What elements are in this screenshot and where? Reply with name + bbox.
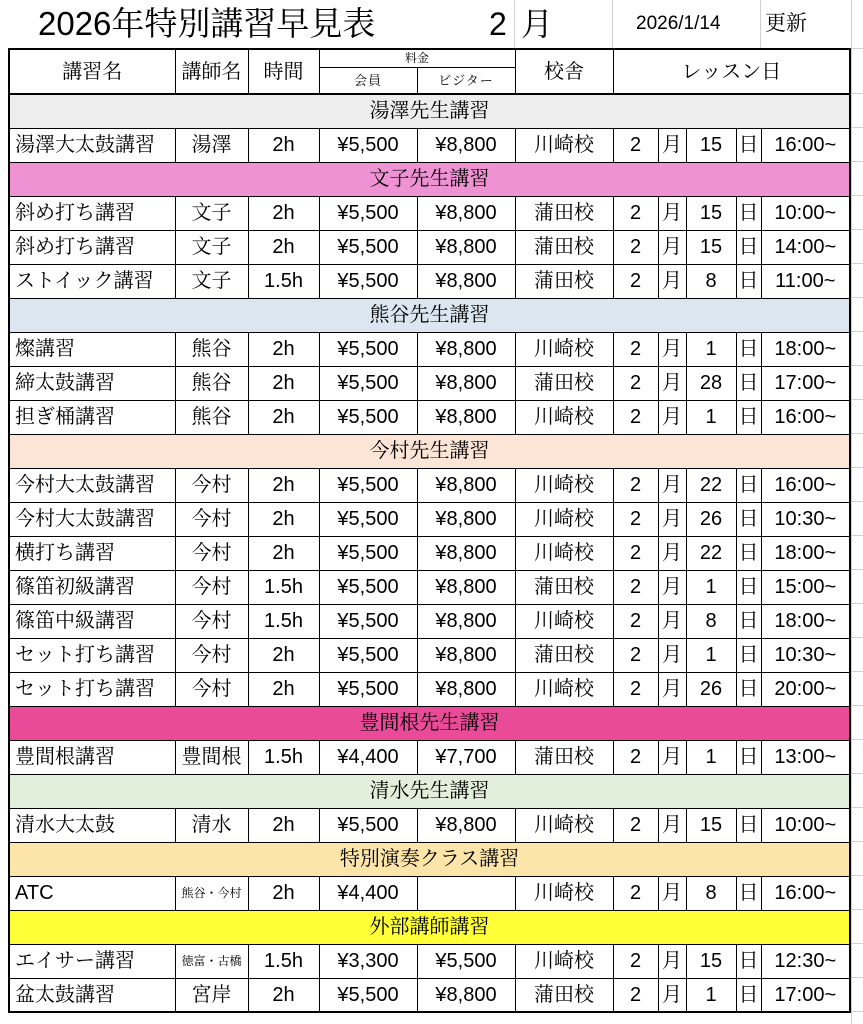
lesson-month-cell[interactable]: 2: [613, 944, 658, 978]
start-time-cell[interactable]: 13:00~: [761, 740, 850, 774]
duration-cell[interactable]: 1.5h: [248, 740, 319, 774]
header-duration[interactable]: 時間: [248, 49, 319, 94]
course-row: [9, 230, 850, 264]
course-name-cell[interactable]: ストイック講習: [9, 264, 175, 298]
duration-cell[interactable]: 2h: [248, 502, 319, 536]
member-fee-cell[interactable]: ¥5,500: [319, 400, 417, 434]
campus-cell[interactable]: 川崎校: [515, 876, 613, 910]
instructor-cell[interactable]: 湯澤: [175, 128, 248, 162]
lesson-day-cell[interactable]: 1: [686, 740, 736, 774]
member-fee-cell[interactable]: ¥4,400: [319, 740, 417, 774]
start-time-cell[interactable]: 16:00~: [761, 128, 850, 162]
instructor-cell[interactable]: 宮岸: [175, 978, 248, 1012]
visitor-fee-cell[interactable]: [417, 876, 515, 910]
member-fee-cell[interactable]: ¥5,500: [319, 638, 417, 672]
lesson-month-cell[interactable]: 2: [613, 264, 658, 298]
course-row: [9, 808, 850, 842]
instructor-cell[interactable]: 豊間根: [175, 740, 248, 774]
section-title[interactable]: 清水先生講習: [9, 774, 850, 808]
instructor-cell[interactable]: 今村: [175, 468, 248, 502]
member-fee-cell[interactable]: ¥5,500: [319, 536, 417, 570]
start-time-cell[interactable]: 16:00~: [761, 468, 850, 502]
lesson-month-cell[interactable]: 2: [613, 672, 658, 706]
start-time-cell[interactable]: 10:00~: [761, 196, 850, 230]
day-unit-cell[interactable]: 日: [736, 740, 761, 774]
duration-cell[interactable]: 1.5h: [248, 604, 319, 638]
month-unit-cell[interactable]: 月: [658, 264, 686, 298]
section-title[interactable]: 豊間根先生講習: [9, 706, 850, 740]
day-unit-cell[interactable]: 日: [736, 638, 761, 672]
header-row: [9, 49, 850, 67]
month-unit-cell[interactable]: 月: [658, 468, 686, 502]
month-unit-cell[interactable]: 月: [658, 876, 686, 910]
lesson-month-cell[interactable]: 2: [613, 196, 658, 230]
month-unit-cell[interactable]: 月: [658, 536, 686, 570]
start-time-cell[interactable]: 15:00~: [761, 570, 850, 604]
visitor-fee-cell[interactable]: ¥8,800: [417, 400, 515, 434]
duration-cell[interactable]: 2h: [248, 638, 319, 672]
course-name-cell[interactable]: 今村大太鼓講習: [9, 468, 175, 502]
visitor-fee-cell[interactable]: ¥8,800: [417, 638, 515, 672]
duration-cell[interactable]: 2h: [248, 128, 319, 162]
lesson-month-cell[interactable]: 2: [613, 536, 658, 570]
instructor-cell[interactable]: 清水: [175, 808, 248, 842]
day-unit-cell[interactable]: 日: [736, 604, 761, 638]
section-header-row: [9, 434, 850, 468]
course-name-cell[interactable]: 湯澤大太鼓講習: [9, 128, 175, 162]
duration-cell[interactable]: 2h: [248, 672, 319, 706]
lesson-day-cell[interactable]: 1: [686, 638, 736, 672]
start-time-cell[interactable]: 11:00~: [761, 264, 850, 298]
start-time-cell[interactable]: 17:00~: [761, 978, 850, 1012]
month-unit-cell[interactable]: 月: [658, 366, 686, 400]
course-name-cell[interactable]: セット打ち講習: [9, 638, 175, 672]
start-time-cell[interactable]: 10:30~: [761, 638, 850, 672]
course-row: [9, 128, 850, 162]
course-row: [9, 978, 850, 1012]
member-fee-cell[interactable]: ¥3,300: [319, 944, 417, 978]
campus-cell[interactable]: 蒲田校: [515, 638, 613, 672]
duration-cell[interactable]: 2h: [248, 366, 319, 400]
course-name-cell[interactable]: エイサー講習: [9, 944, 175, 978]
lesson-day-cell[interactable]: 15: [686, 808, 736, 842]
lesson-day-cell[interactable]: 26: [686, 502, 736, 536]
member-fee-cell[interactable]: ¥5,500: [319, 196, 417, 230]
duration-cell[interactable]: 2h: [248, 978, 319, 1012]
lesson-day-cell[interactable]: 22: [686, 536, 736, 570]
course-name-cell[interactable]: 今村大太鼓講習: [9, 502, 175, 536]
campus-cell[interactable]: 蒲田校: [515, 570, 613, 604]
campus-cell[interactable]: 川崎校: [515, 128, 613, 162]
lesson-day-cell[interactable]: 1: [686, 400, 736, 434]
member-fee-cell[interactable]: ¥5,500: [319, 808, 417, 842]
visitor-fee-cell[interactable]: ¥8,800: [417, 570, 515, 604]
member-fee-cell[interactable]: ¥5,500: [319, 502, 417, 536]
instructor-cell[interactable]: 今村: [175, 638, 248, 672]
header-instructor[interactable]: 講師名: [175, 49, 248, 94]
section-header-row: [9, 774, 850, 808]
lesson-day-cell[interactable]: 15: [686, 230, 736, 264]
section-header-row: [9, 706, 850, 740]
course-name-cell[interactable]: 斜め打ち講習: [9, 230, 175, 264]
lesson-month-cell[interactable]: 2: [613, 808, 658, 842]
month-unit-cell[interactable]: 月: [658, 672, 686, 706]
sheet-gridline: [514, 0, 515, 48]
lesson-day-cell[interactable]: 8: [686, 876, 736, 910]
visitor-fee-cell[interactable]: ¥8,800: [417, 468, 515, 502]
campus-cell[interactable]: 川崎校: [515, 604, 613, 638]
instructor-cell[interactable]: 熊谷: [175, 332, 248, 366]
start-time-cell[interactable]: 14:00~: [761, 230, 850, 264]
course-name-cell[interactable]: 斜め打ち講習: [9, 196, 175, 230]
course-name-cell[interactable]: 盆太鼓講習: [9, 978, 175, 1012]
duration-cell[interactable]: 2h: [248, 230, 319, 264]
course-row: [9, 672, 850, 706]
campus-cell[interactable]: 川崎校: [515, 332, 613, 366]
lesson-month-cell[interactable]: 2: [613, 638, 658, 672]
lesson-month-cell[interactable]: 2: [613, 570, 658, 604]
duration-cell[interactable]: 1.5h: [248, 264, 319, 298]
start-time-cell[interactable]: 12:30~: [761, 944, 850, 978]
month-unit-cell[interactable]: 月: [658, 400, 686, 434]
course-row: [9, 536, 850, 570]
visitor-fee-cell[interactable]: ¥5,500: [417, 944, 515, 978]
section-title[interactable]: 外部講師講習: [9, 910, 850, 944]
visitor-fee-cell[interactable]: ¥8,800: [417, 808, 515, 842]
lesson-month-cell[interactable]: 2: [613, 502, 658, 536]
lesson-month-cell[interactable]: 2: [613, 230, 658, 264]
section-title[interactable]: 熊谷先生講習: [9, 298, 850, 332]
instructor-cell[interactable]: 今村: [175, 502, 248, 536]
month-unit-cell[interactable]: 月: [658, 638, 686, 672]
duration-cell[interactable]: 1.5h: [248, 944, 319, 978]
month-unit-cell[interactable]: 月: [658, 128, 686, 162]
header-lesson-date[interactable]: レッスン日: [613, 49, 850, 94]
instructor-cell[interactable]: 徳富・古橋: [175, 944, 248, 978]
lesson-day-cell[interactable]: 1: [686, 570, 736, 604]
duration-cell[interactable]: 2h: [248, 808, 319, 842]
course-name-cell[interactable]: 篠笛初級講習: [9, 570, 175, 604]
lesson-day-cell[interactable]: 8: [686, 264, 736, 298]
course-row: [9, 638, 850, 672]
campus-cell[interactable]: 川崎校: [515, 400, 613, 434]
member-fee-cell[interactable]: ¥5,500: [319, 332, 417, 366]
start-time-cell[interactable]: 10:30~: [761, 502, 850, 536]
header-member-fee[interactable]: 会員: [319, 67, 417, 94]
month-unit-cell[interactable]: 月: [658, 502, 686, 536]
section-header-row: [9, 162, 850, 196]
start-time-cell[interactable]: 16:00~: [761, 876, 850, 910]
day-unit-cell[interactable]: 日: [736, 808, 761, 842]
day-unit-cell[interactable]: 日: [736, 196, 761, 230]
lesson-month-cell[interactable]: 2: [613, 332, 658, 366]
start-time-cell[interactable]: 17:00~: [761, 366, 850, 400]
campus-cell[interactable]: 蒲田校: [515, 230, 613, 264]
duration-cell[interactable]: 2h: [248, 536, 319, 570]
day-unit-cell[interactable]: 日: [736, 264, 761, 298]
visitor-fee-cell[interactable]: ¥8,800: [417, 196, 515, 230]
sheet-title[interactable]: 2026年特別講習早見表: [38, 5, 376, 42]
lesson-day-cell[interactable]: 28: [686, 366, 736, 400]
header-fee[interactable]: 料金: [319, 49, 515, 67]
day-unit-cell[interactable]: 日: [736, 536, 761, 570]
start-time-cell[interactable]: 18:00~: [761, 332, 850, 366]
instructor-cell[interactable]: 文子: [175, 264, 248, 298]
month-unit-cell[interactable]: 月: [658, 570, 686, 604]
lesson-month-cell[interactable]: 2: [613, 400, 658, 434]
month-unit-cell[interactable]: 月: [658, 196, 686, 230]
table-header: [9, 49, 850, 94]
section-title[interactable]: 特別演奏クラス講習: [9, 842, 850, 876]
campus-cell[interactable]: 川崎校: [515, 808, 613, 842]
month-unit-cell[interactable]: 月: [658, 978, 686, 1012]
instructor-cell[interactable]: 熊谷: [175, 366, 248, 400]
start-time-cell[interactable]: 16:00~: [761, 400, 850, 434]
visitor-fee-cell[interactable]: ¥8,800: [417, 264, 515, 298]
course-row: [9, 468, 850, 502]
month-unit-cell[interactable]: 月: [658, 944, 686, 978]
month-number[interactable]: 2: [489, 6, 507, 42]
duration-cell[interactable]: 1.5h: [248, 570, 319, 604]
month-unit-cell[interactable]: 月: [658, 740, 686, 774]
course-name-cell[interactable]: ATC: [9, 876, 175, 910]
visitor-fee-cell[interactable]: ¥8,800: [417, 366, 515, 400]
day-unit-cell[interactable]: 日: [736, 332, 761, 366]
lesson-month-cell[interactable]: 2: [613, 740, 658, 774]
campus-cell[interactable]: 蒲田校: [515, 978, 613, 1012]
visitor-fee-cell[interactable]: ¥7,700: [417, 740, 515, 774]
lesson-day-cell[interactable]: 15: [686, 196, 736, 230]
instructor-cell[interactable]: 今村: [175, 604, 248, 638]
day-unit-cell[interactable]: 日: [736, 876, 761, 910]
visitor-fee-cell[interactable]: ¥8,800: [417, 230, 515, 264]
campus-cell[interactable]: 蒲田校: [515, 366, 613, 400]
lesson-day-cell[interactable]: 22: [686, 468, 736, 502]
course-name-cell[interactable]: セット打ち講習: [9, 672, 175, 706]
member-fee-cell[interactable]: ¥5,500: [319, 230, 417, 264]
campus-cell[interactable]: 川崎校: [515, 672, 613, 706]
visitor-fee-cell[interactable]: ¥8,800: [417, 978, 515, 1012]
day-unit-cell[interactable]: 日: [736, 400, 761, 434]
section-header-row: [9, 842, 850, 876]
course-row: [9, 944, 850, 978]
course-row: [9, 502, 850, 536]
course-row: [9, 196, 850, 230]
course-row: [9, 604, 850, 638]
member-fee-cell[interactable]: ¥4,400: [319, 876, 417, 910]
lesson-month-cell[interactable]: 2: [613, 876, 658, 910]
visitor-fee-cell[interactable]: ¥8,800: [417, 332, 515, 366]
month-unit-cell[interactable]: 月: [658, 604, 686, 638]
section-title[interactable]: 文子先生講習: [9, 162, 850, 196]
updated-date[interactable]: 2026/1/14: [636, 13, 721, 34]
campus-cell[interactable]: 蒲田校: [515, 196, 613, 230]
course-row: [9, 332, 850, 366]
lesson-month-cell[interactable]: 2: [613, 978, 658, 1012]
lesson-day-cell[interactable]: 1: [686, 978, 736, 1012]
course-row: [9, 366, 850, 400]
header-course[interactable]: 講習名: [9, 49, 175, 94]
campus-cell[interactable]: 蒲田校: [515, 740, 613, 774]
day-unit-cell[interactable]: 日: [736, 468, 761, 502]
member-fee-cell[interactable]: ¥5,500: [319, 128, 417, 162]
campus-cell[interactable]: 川崎校: [515, 502, 613, 536]
section-header-row: [9, 910, 850, 944]
month-unit-cell[interactable]: 月: [658, 808, 686, 842]
day-unit-cell[interactable]: 日: [736, 502, 761, 536]
lesson-day-cell[interactable]: 26: [686, 672, 736, 706]
month-label[interactable]: 月: [521, 6, 554, 42]
visitor-fee-cell[interactable]: ¥8,800: [417, 502, 515, 536]
section-title[interactable]: 今村先生講習: [9, 434, 850, 468]
lesson-day-cell[interactable]: 8: [686, 604, 736, 638]
visitor-fee-cell[interactable]: ¥8,800: [417, 536, 515, 570]
lesson-day-cell[interactable]: 1: [686, 332, 736, 366]
sheet-gridlines-margin: [850, 93, 863, 1012]
course-row: [9, 740, 850, 774]
start-time-cell[interactable]: 10:00~: [761, 808, 850, 842]
course-name-cell[interactable]: 篠笛中級講習: [9, 604, 175, 638]
campus-cell[interactable]: 川崎校: [515, 536, 613, 570]
section-title[interactable]: 湯澤先生講習: [9, 94, 850, 128]
lesson-month-cell[interactable]: 2: [613, 128, 658, 162]
course-row: [9, 570, 850, 604]
lesson-month-cell[interactable]: 2: [613, 366, 658, 400]
instructor-cell[interactable]: 熊谷・今村: [175, 876, 248, 910]
day-unit-cell[interactable]: 日: [736, 570, 761, 604]
header-visitor-fee[interactable]: ビジター: [417, 67, 515, 94]
instructor-cell[interactable]: 熊谷: [175, 400, 248, 434]
day-unit-cell[interactable]: 日: [736, 366, 761, 400]
duration-cell[interactable]: 2h: [248, 332, 319, 366]
campus-cell[interactable]: 蒲田校: [515, 264, 613, 298]
member-fee-cell[interactable]: ¥5,500: [319, 672, 417, 706]
course-name-cell[interactable]: 担ぎ桶講習: [9, 400, 175, 434]
visitor-fee-cell[interactable]: ¥8,800: [417, 128, 515, 162]
lesson-month-cell[interactable]: 2: [613, 468, 658, 502]
day-unit-cell[interactable]: 日: [736, 672, 761, 706]
schedule-table: [8, 48, 851, 1013]
instructor-cell[interactable]: 今村: [175, 536, 248, 570]
header-campus[interactable]: 校舎: [515, 49, 613, 94]
campus-cell[interactable]: 川崎校: [515, 468, 613, 502]
member-fee-cell[interactable]: ¥5,500: [319, 366, 417, 400]
section-header-row: [9, 94, 850, 128]
instructor-cell[interactable]: 文子: [175, 230, 248, 264]
course-name-cell[interactable]: 燦講習: [9, 332, 175, 366]
course-row: [9, 876, 850, 910]
sheet-gridline: [850, 48, 863, 49]
lesson-month-cell[interactable]: 2: [613, 604, 658, 638]
start-time-cell[interactable]: 18:00~: [761, 536, 850, 570]
course-name-cell[interactable]: 締太鼓講習: [9, 366, 175, 400]
section-header-row: [9, 298, 850, 332]
duration-cell[interactable]: 2h: [248, 468, 319, 502]
instructor-cell[interactable]: 今村: [175, 672, 248, 706]
sheet-gridline: [612, 0, 613, 48]
duration-cell[interactable]: 2h: [248, 196, 319, 230]
day-unit-cell[interactable]: 日: [736, 978, 761, 1012]
course-name-cell[interactable]: 横打ち講習: [9, 536, 175, 570]
updated-label[interactable]: 更新: [765, 12, 807, 35]
member-fee-cell[interactable]: ¥5,500: [319, 604, 417, 638]
lesson-day-cell[interactable]: 15: [686, 944, 736, 978]
visitor-fee-cell[interactable]: ¥8,800: [417, 604, 515, 638]
campus-cell[interactable]: 川崎校: [515, 944, 613, 978]
member-fee-cell[interactable]: ¥5,500: [319, 468, 417, 502]
duration-cell[interactable]: 2h: [248, 876, 319, 910]
lesson-day-cell[interactable]: 15: [686, 128, 736, 162]
day-unit-cell[interactable]: 日: [736, 128, 761, 162]
member-fee-cell[interactable]: ¥5,500: [319, 264, 417, 298]
start-time-cell[interactable]: 20:00~: [761, 672, 850, 706]
course-name-cell[interactable]: 清水大太鼓: [9, 808, 175, 842]
duration-cell[interactable]: 2h: [248, 400, 319, 434]
month-unit-cell[interactable]: 月: [658, 332, 686, 366]
course-row: [9, 264, 850, 298]
member-fee-cell[interactable]: ¥5,500: [319, 978, 417, 1012]
instructor-cell[interactable]: 文子: [175, 196, 248, 230]
sheet-gridline: [760, 0, 761, 48]
day-unit-cell[interactable]: 日: [736, 944, 761, 978]
start-time-cell[interactable]: 18:00~: [761, 604, 850, 638]
course-row: [9, 400, 850, 434]
member-fee-cell[interactable]: ¥5,500: [319, 570, 417, 604]
course-name-cell[interactable]: 豊間根講習: [9, 740, 175, 774]
month-unit-cell[interactable]: 月: [658, 230, 686, 264]
instructor-cell[interactable]: 今村: [175, 570, 248, 604]
day-unit-cell[interactable]: 日: [736, 230, 761, 264]
visitor-fee-cell[interactable]: ¥8,800: [417, 672, 515, 706]
table-body: [9, 94, 850, 1012]
